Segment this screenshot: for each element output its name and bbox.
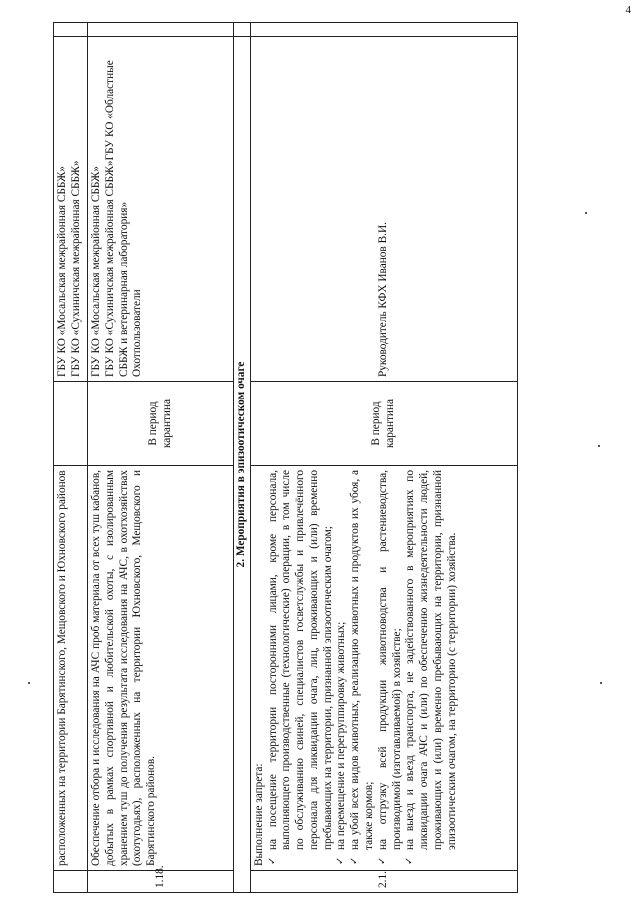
event-cell: Обеспечение отбора и исследования на АЧС проб материала от всех туш кабанов, добытых в рамках спортивной и любительской охоты, с изолированным хранением туш до получения результата исследования на АЧС, в охотхозяйствах (охотугодьях), расположенных на территории Юхновского, Мещовского и Барятинского районов. (88, 466, 234, 871)
responsible-cell: Руководитель КФХ Иванов В.И. (250, 37, 517, 382)
responsible-line: Охотпользователи (131, 289, 144, 377)
measures-table (53, 22, 518, 893)
tail-cell (250, 23, 517, 37)
event-cell: расположенных на территории Барятинского, Мещовского и Юхновского районов (54, 466, 88, 871)
table-row (88, 23, 234, 893)
responsible-line: ГБУ КО «Сухиничская межрайонная СББЖ»ГБУ КО «Областные СББЖ и ветеринарная лаборатория» (103, 60, 130, 377)
list-item: ✓ на посещение территории посторонними лицами, кроме персонала, выполняющего производственные (технологические) операции, в том числе по обслуживанию свиней, специалистов госветслужбы и привлечённого персонала для ликвидации очага, лиц, проживающих и (или) временно пребывающих на территории, признанной эпизоотическим очагом; (267, 470, 336, 850)
section-title: 2. Мероприятия в эпизоотическом очаге (234, 37, 251, 893)
restriction-list (267, 470, 460, 866)
restriction-intro: Выполнение запрета: (252, 763, 265, 866)
row-number-cell: 2.1. (250, 871, 517, 893)
tail-cell (88, 23, 234, 37)
term-cell: В период карантина (88, 382, 234, 466)
scan-mark (28, 682, 30, 684)
list-item: ✓ на перемещение и перегруппировку животных; (335, 470, 349, 850)
responsible-cell (54, 37, 88, 382)
term-cell: В период карантина (250, 382, 517, 466)
section-row (234, 23, 251, 893)
row-number-cell: 1.18. (88, 871, 234, 893)
list-item: ✓ на выезд и въезд транспорта, не задействованного в мероприятиях по ликвидации очага АЧС и (или) по обеспечению жизнедеятельности людей, проживающих и (или) временно пребывающих на территории, признанной эпизоотическим очагом, на территорию (с территории) хозяйства. (404, 470, 459, 850)
responsible-line: ГБУ КО «Сухиничская межрайонная СББЖ» (69, 160, 82, 377)
scan-mark (585, 212, 587, 214)
responsible-cell (88, 37, 234, 382)
scan-mark (600, 682, 602, 684)
list-item: ✓ на убой всех видов животных, реализацию животных и продуктов их убоя, а также кормов; (349, 470, 377, 850)
event-cell (250, 466, 517, 871)
list-item: ✓ на отгрузку всей продукции животноводства и растениеводства, производимой (изготавливаемой) в хозяйстве; (377, 470, 405, 850)
table-row (250, 23, 517, 893)
tail-cell (234, 23, 251, 37)
rotated-document-table (53, 23, 518, 893)
page-number: 4 (625, 4, 631, 16)
scan-mark (598, 445, 600, 447)
tail-cell (54, 23, 88, 37)
table-row (54, 23, 88, 893)
row-number-cell (54, 871, 88, 893)
responsible-line: ГБУ КО «Мосальская межрайонная СББЖ» (56, 166, 68, 377)
term-cell (54, 382, 88, 466)
responsible-line: ГБУ КО «Мосальская межрайонная СББЖ» (90, 166, 102, 377)
